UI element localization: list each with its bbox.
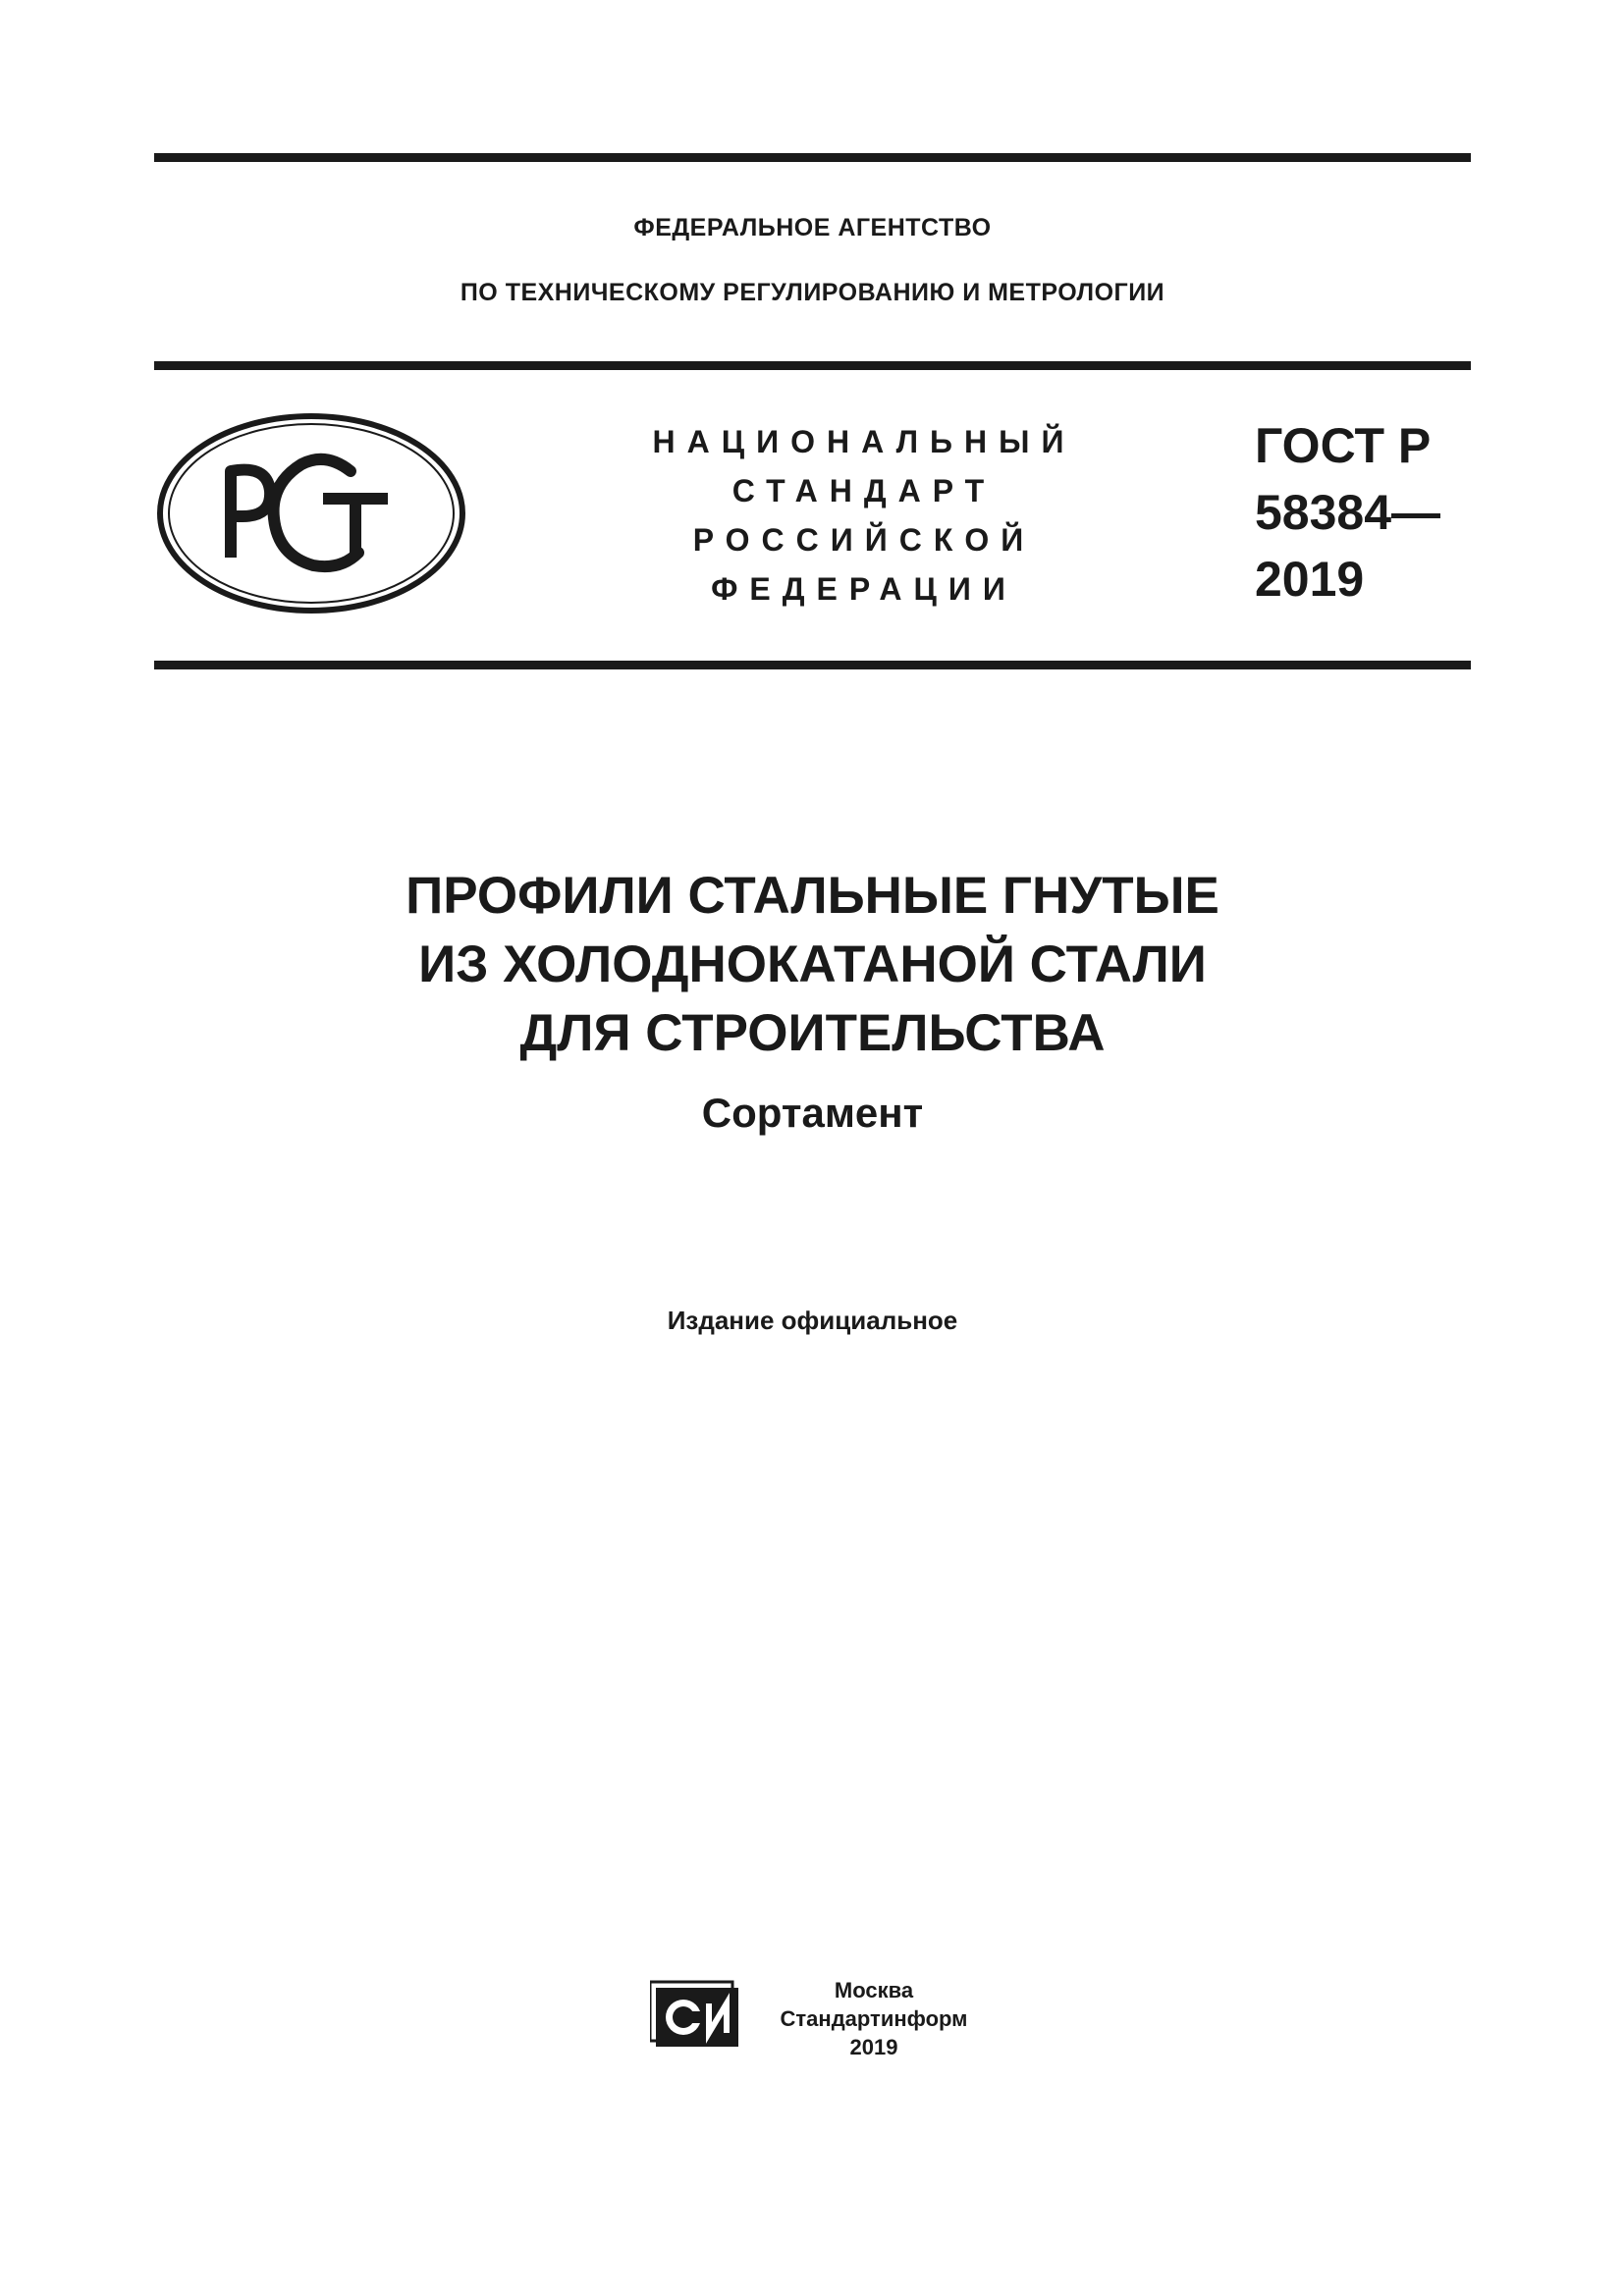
title-line-1: ПРОФИЛИ СТАЛЬНЫЕ ГНУТЫЕ <box>406 867 1219 925</box>
publisher-name: Стандартинформ <box>780 2006 968 2031</box>
national-standard-line-3: РОССИЙСКОЙ <box>692 522 1036 558</box>
designation-line-2: 58384— <box>1255 485 1441 540</box>
national-standard-line-1: НАЦИОНАЛЬНЫЙ <box>652 424 1076 459</box>
national-standard-line-4: ФЕДЕРАЦИИ <box>711 571 1017 607</box>
document-title <box>154 862 1471 1068</box>
national-standard-line-2: СТАНДАРТ <box>731 473 997 508</box>
title-line-3: ДЛЯ СТРОИТЕЛЬСТВА <box>519 1004 1106 1062</box>
publisher-year: 2019 <box>849 2035 898 2059</box>
header-bottom-rule <box>154 661 1471 669</box>
standartinform-logo-icon <box>650 1978 744 2053</box>
publisher-city: Москва <box>834 1978 914 2002</box>
title-line-2: ИЗ ХОЛОДНОКАТАНОЙ СТАЛИ <box>418 935 1207 993</box>
publisher-info <box>766 1976 982 2061</box>
agency-line-1: ФЕДЕРАЛЬНОЕ АГЕНТСТВО <box>633 214 992 241</box>
top-rule <box>154 153 1471 162</box>
standard-designation <box>1255 412 1481 613</box>
national-standard-label <box>648 417 1080 614</box>
agency-line-2: ПО ТЕХНИЧЕСКОМУ РЕГУЛИРОВАНИЮ И МЕТРОЛОГИИ <box>460 279 1165 306</box>
header-rule <box>154 361 1471 370</box>
designation-line-3: 2019 <box>1255 552 1365 607</box>
edition-note: Издание официальное <box>667 1306 958 1335</box>
document-subtitle: Сортамент <box>701 1090 924 1136</box>
designation-line-1: ГОСТ Р <box>1255 418 1432 473</box>
rst-mark-icon <box>154 410 468 616</box>
